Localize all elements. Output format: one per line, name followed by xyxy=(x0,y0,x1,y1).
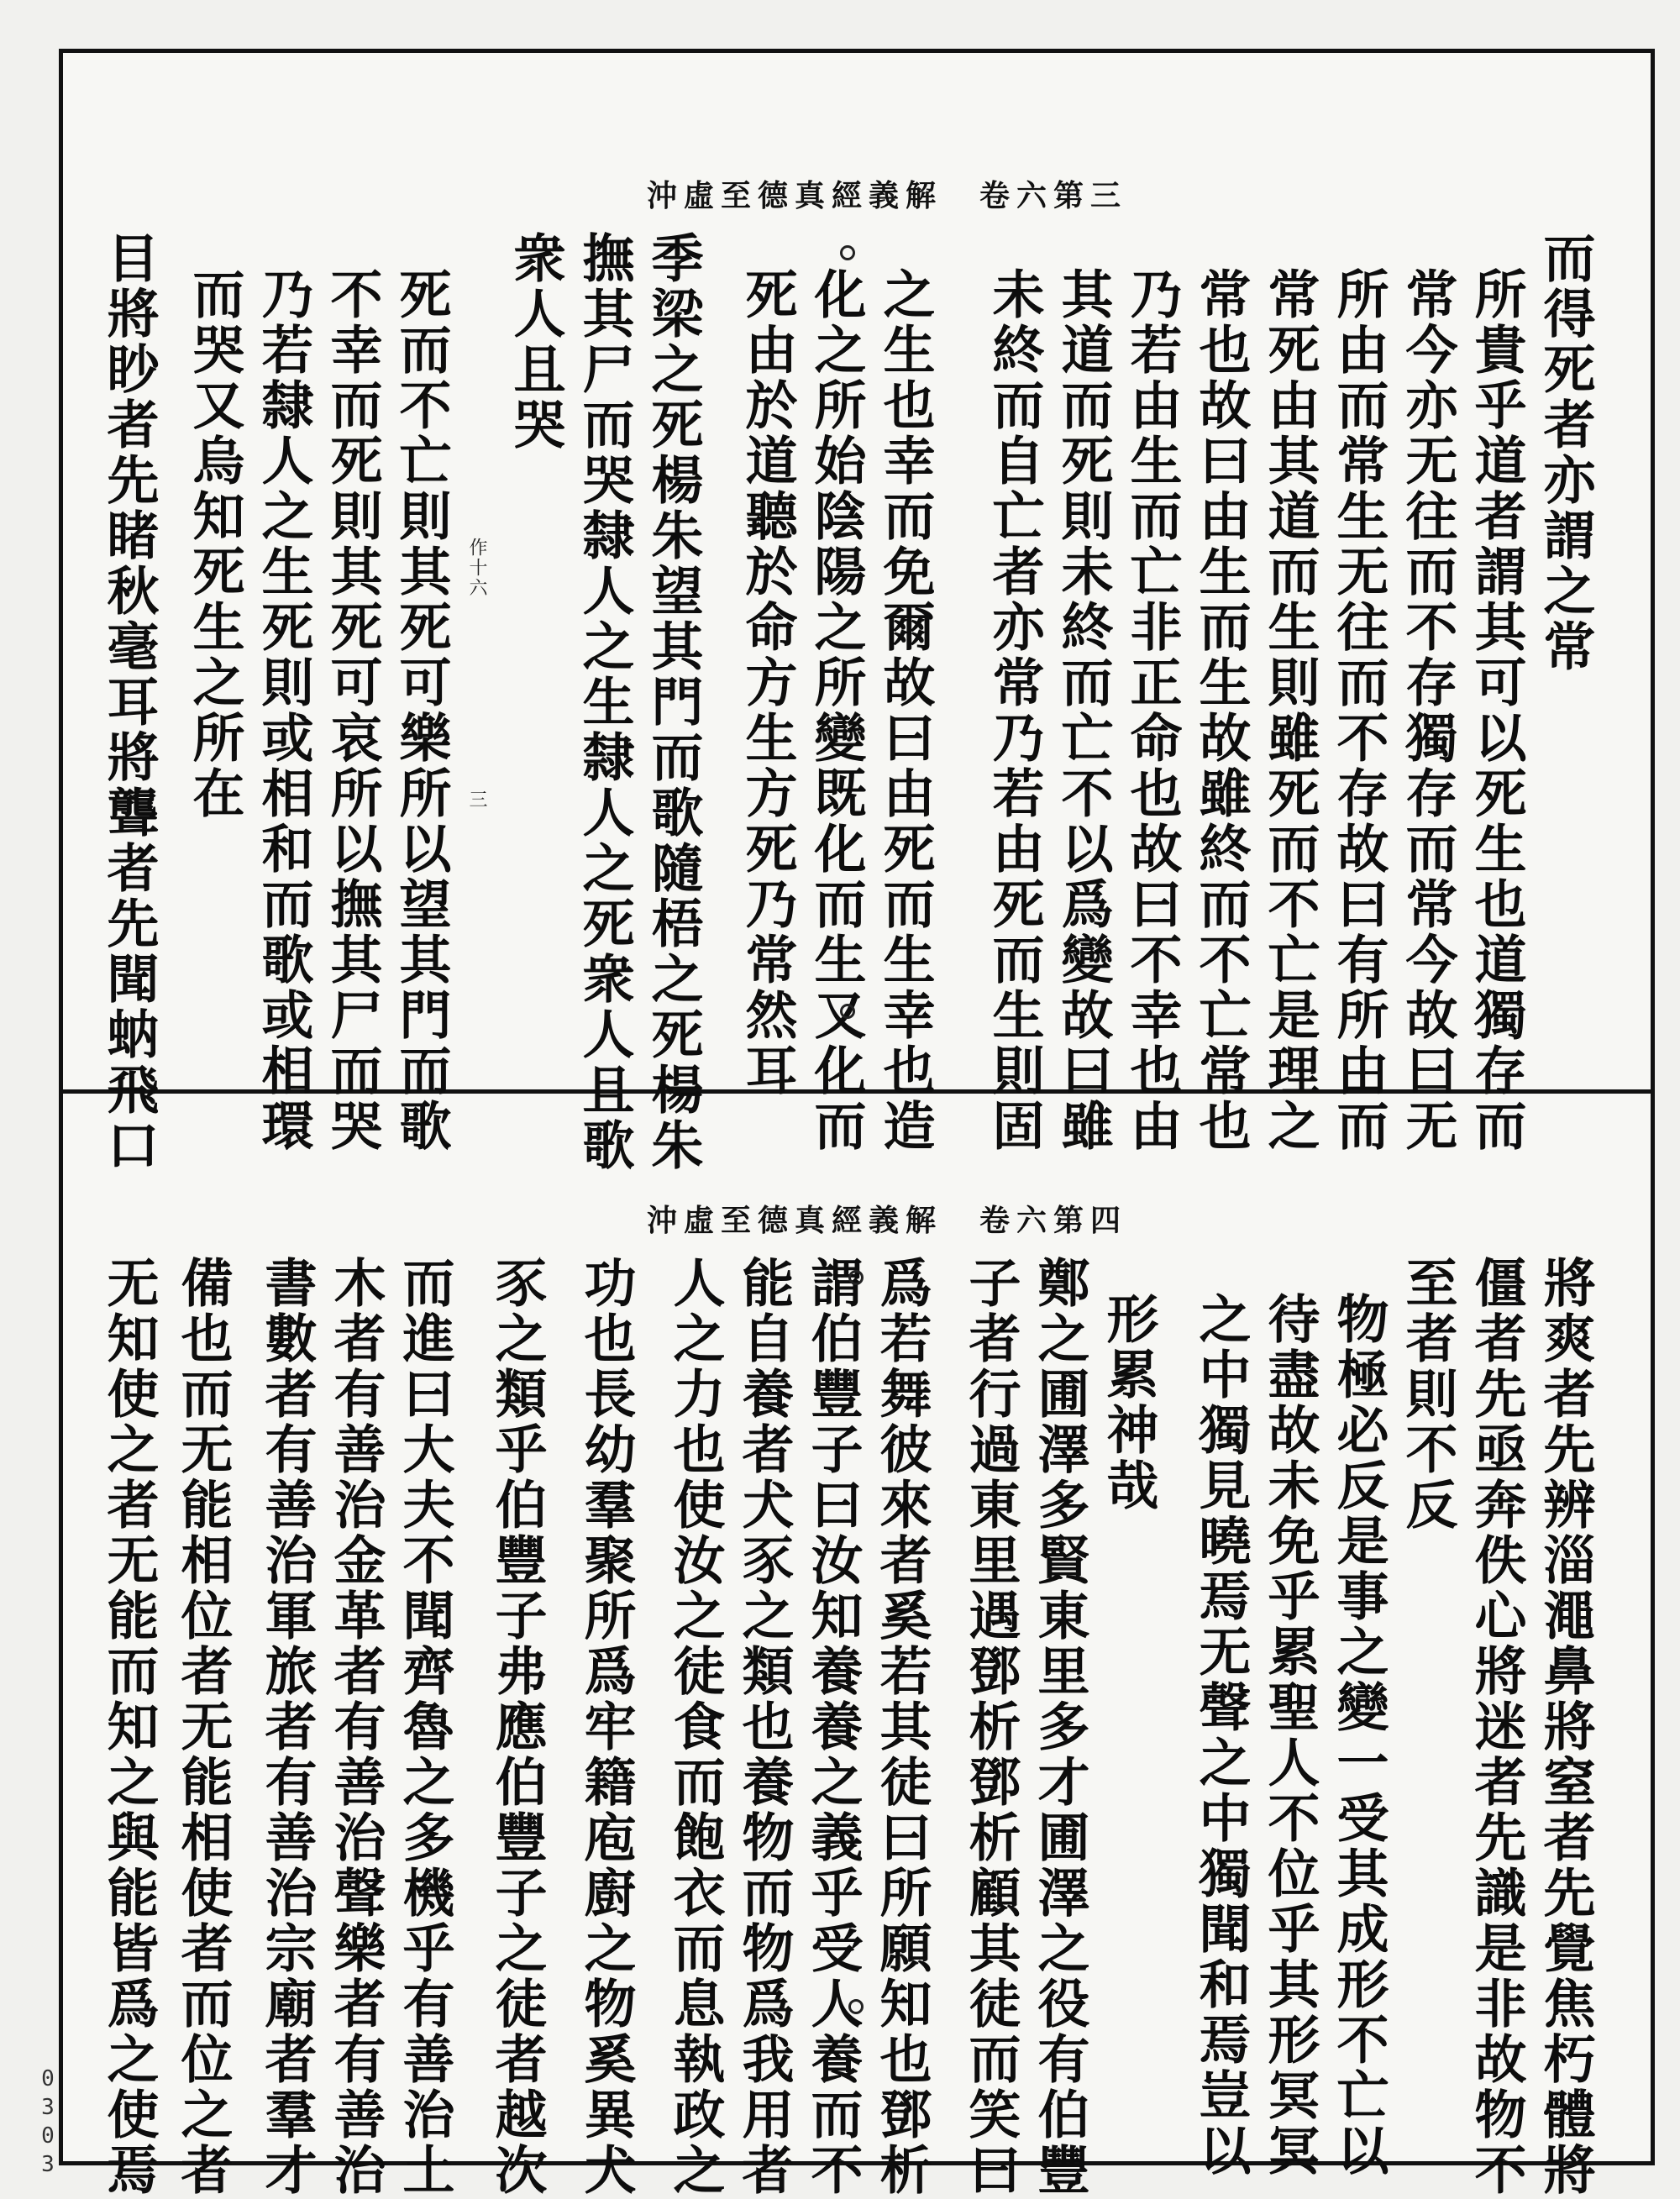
text-column: 死而不亡則其死可樂所以望其門而歌 xyxy=(391,267,452,1154)
text-column: 能自養者犬豕之類也養物而物爲我用者 xyxy=(733,1256,795,2198)
text-column: 書數者有善治軍旅者有善治宗廟者羣才 xyxy=(256,1256,318,2198)
text-column: 目將眇者先睹秋毫耳將聾者先聞蚋飛口 xyxy=(98,231,160,1173)
text-column: 待盡故未免乎累聖人不位乎其形冥冥 xyxy=(1259,1292,1320,2179)
text-column: 无知使之者无能而知之與能皆爲之使焉 xyxy=(98,1256,160,2198)
text-column: 謂伯豐子曰汝知養養之義乎受人養而不 xyxy=(802,1256,864,2198)
text-column: 其道而死則未終而亡不以爲變故曰雖 xyxy=(1053,267,1114,1154)
top-running-title: 沖虛至德真經義解 卷六第三 xyxy=(647,178,1128,213)
section-marker-circle xyxy=(848,1270,864,1285)
text-column: 子者行過東里遇鄧析鄧析顧其徒而笑曰 xyxy=(960,1256,1021,2198)
section-marker-circle xyxy=(840,245,855,260)
text-column: 木者有善治金革者有善治聲樂者有善治 xyxy=(325,1256,386,2198)
text-column: 乃若由生而亡非正命也故曰不幸也由 xyxy=(1121,267,1183,1154)
text-column: 死由於道聽於命方生方死乃常然耳 xyxy=(737,267,798,1099)
text-column: 撫其尸而哭隸人之生隸人之死衆人且歌 xyxy=(574,231,635,1173)
text-column: 乃若隸人之生死則或相和而歌或相環 xyxy=(253,267,314,1154)
text-column: 衆人且哭 xyxy=(505,231,566,453)
interlinear-note: 作十六 xyxy=(466,538,487,598)
text-column: 季梁之死楊朱望其門而歌隨梧之死楊朱 xyxy=(643,231,704,1173)
interlinear-note: 三 xyxy=(466,790,487,810)
text-column: 之生也幸而免爾故曰由死而生幸也造 xyxy=(874,267,936,1154)
page-number: 0303 xyxy=(35,2066,60,2181)
text-column: 豕之類乎伯豐子弗應伯豐子之徒者越次 xyxy=(486,1256,548,2198)
text-column: 爲若舞彼來者奚若其徒曰所願知也鄧析 xyxy=(871,1256,932,2198)
section-marker-circle xyxy=(848,1999,864,2014)
text-column: 備也而无能相位者无能相使者而位之者 xyxy=(172,1256,234,2198)
text-column: 之中獨見曉焉无聲之中獨聞和焉豈以 xyxy=(1190,1292,1252,2179)
bottom-running-title: 沖虛至德真經義解 卷六第四 xyxy=(647,1203,1128,1238)
text-column: 化之所始陰陽之所變既化而生又化而 xyxy=(806,267,867,1154)
text-column: 所由而常生无往而不存故曰有所由而 xyxy=(1328,267,1389,1154)
text-column: 僵者先亟奔佚心將迷者先識是非故物不 xyxy=(1466,1256,1527,2198)
text-column: 而哭又烏知死生之所在 xyxy=(184,267,245,821)
text-column: 而進曰大夫不聞齊魯之多機乎有善治土 xyxy=(394,1256,455,2198)
text-column: 形累神哉 xyxy=(1098,1292,1159,1514)
section-marker-circle xyxy=(840,1004,855,1019)
text-column: 人之力也使汝之徒食而飽衣而息執政之 xyxy=(664,1256,726,2198)
text-column: 至者則不反 xyxy=(1397,1256,1458,1533)
text-column: 未終而自亡者亦常乃若由死而生則固 xyxy=(984,267,1045,1154)
text-column: 不幸而死則其死可哀所以撫其尸而哭 xyxy=(322,267,383,1154)
text-column: 常也故曰由生而生故雖終而不亡常也 xyxy=(1190,267,1252,1154)
text-column: 將爽者先辨淄澠鼻將窒者先覺焦朽體將 xyxy=(1535,1256,1596,2198)
text-column: 所貴乎道者謂其可以死生也道獨存而 xyxy=(1466,267,1527,1154)
text-column: 常今亦无往而不存獨存而常今故曰无 xyxy=(1397,267,1458,1154)
text-column: 常死由其道而生則雖死而不亡是理之 xyxy=(1259,267,1320,1154)
text-column: 而得死者亦謂之常 xyxy=(1535,231,1596,674)
text-column: 物極必反是事之變一受其成形不亡以 xyxy=(1328,1292,1389,2179)
text-column: 功也長幼羣聚所爲牢籍庖廚之物奚異犬 xyxy=(575,1256,637,2198)
text-column: 鄭之圃澤多賢東里多才圃澤之役有伯豐 xyxy=(1029,1256,1090,2198)
